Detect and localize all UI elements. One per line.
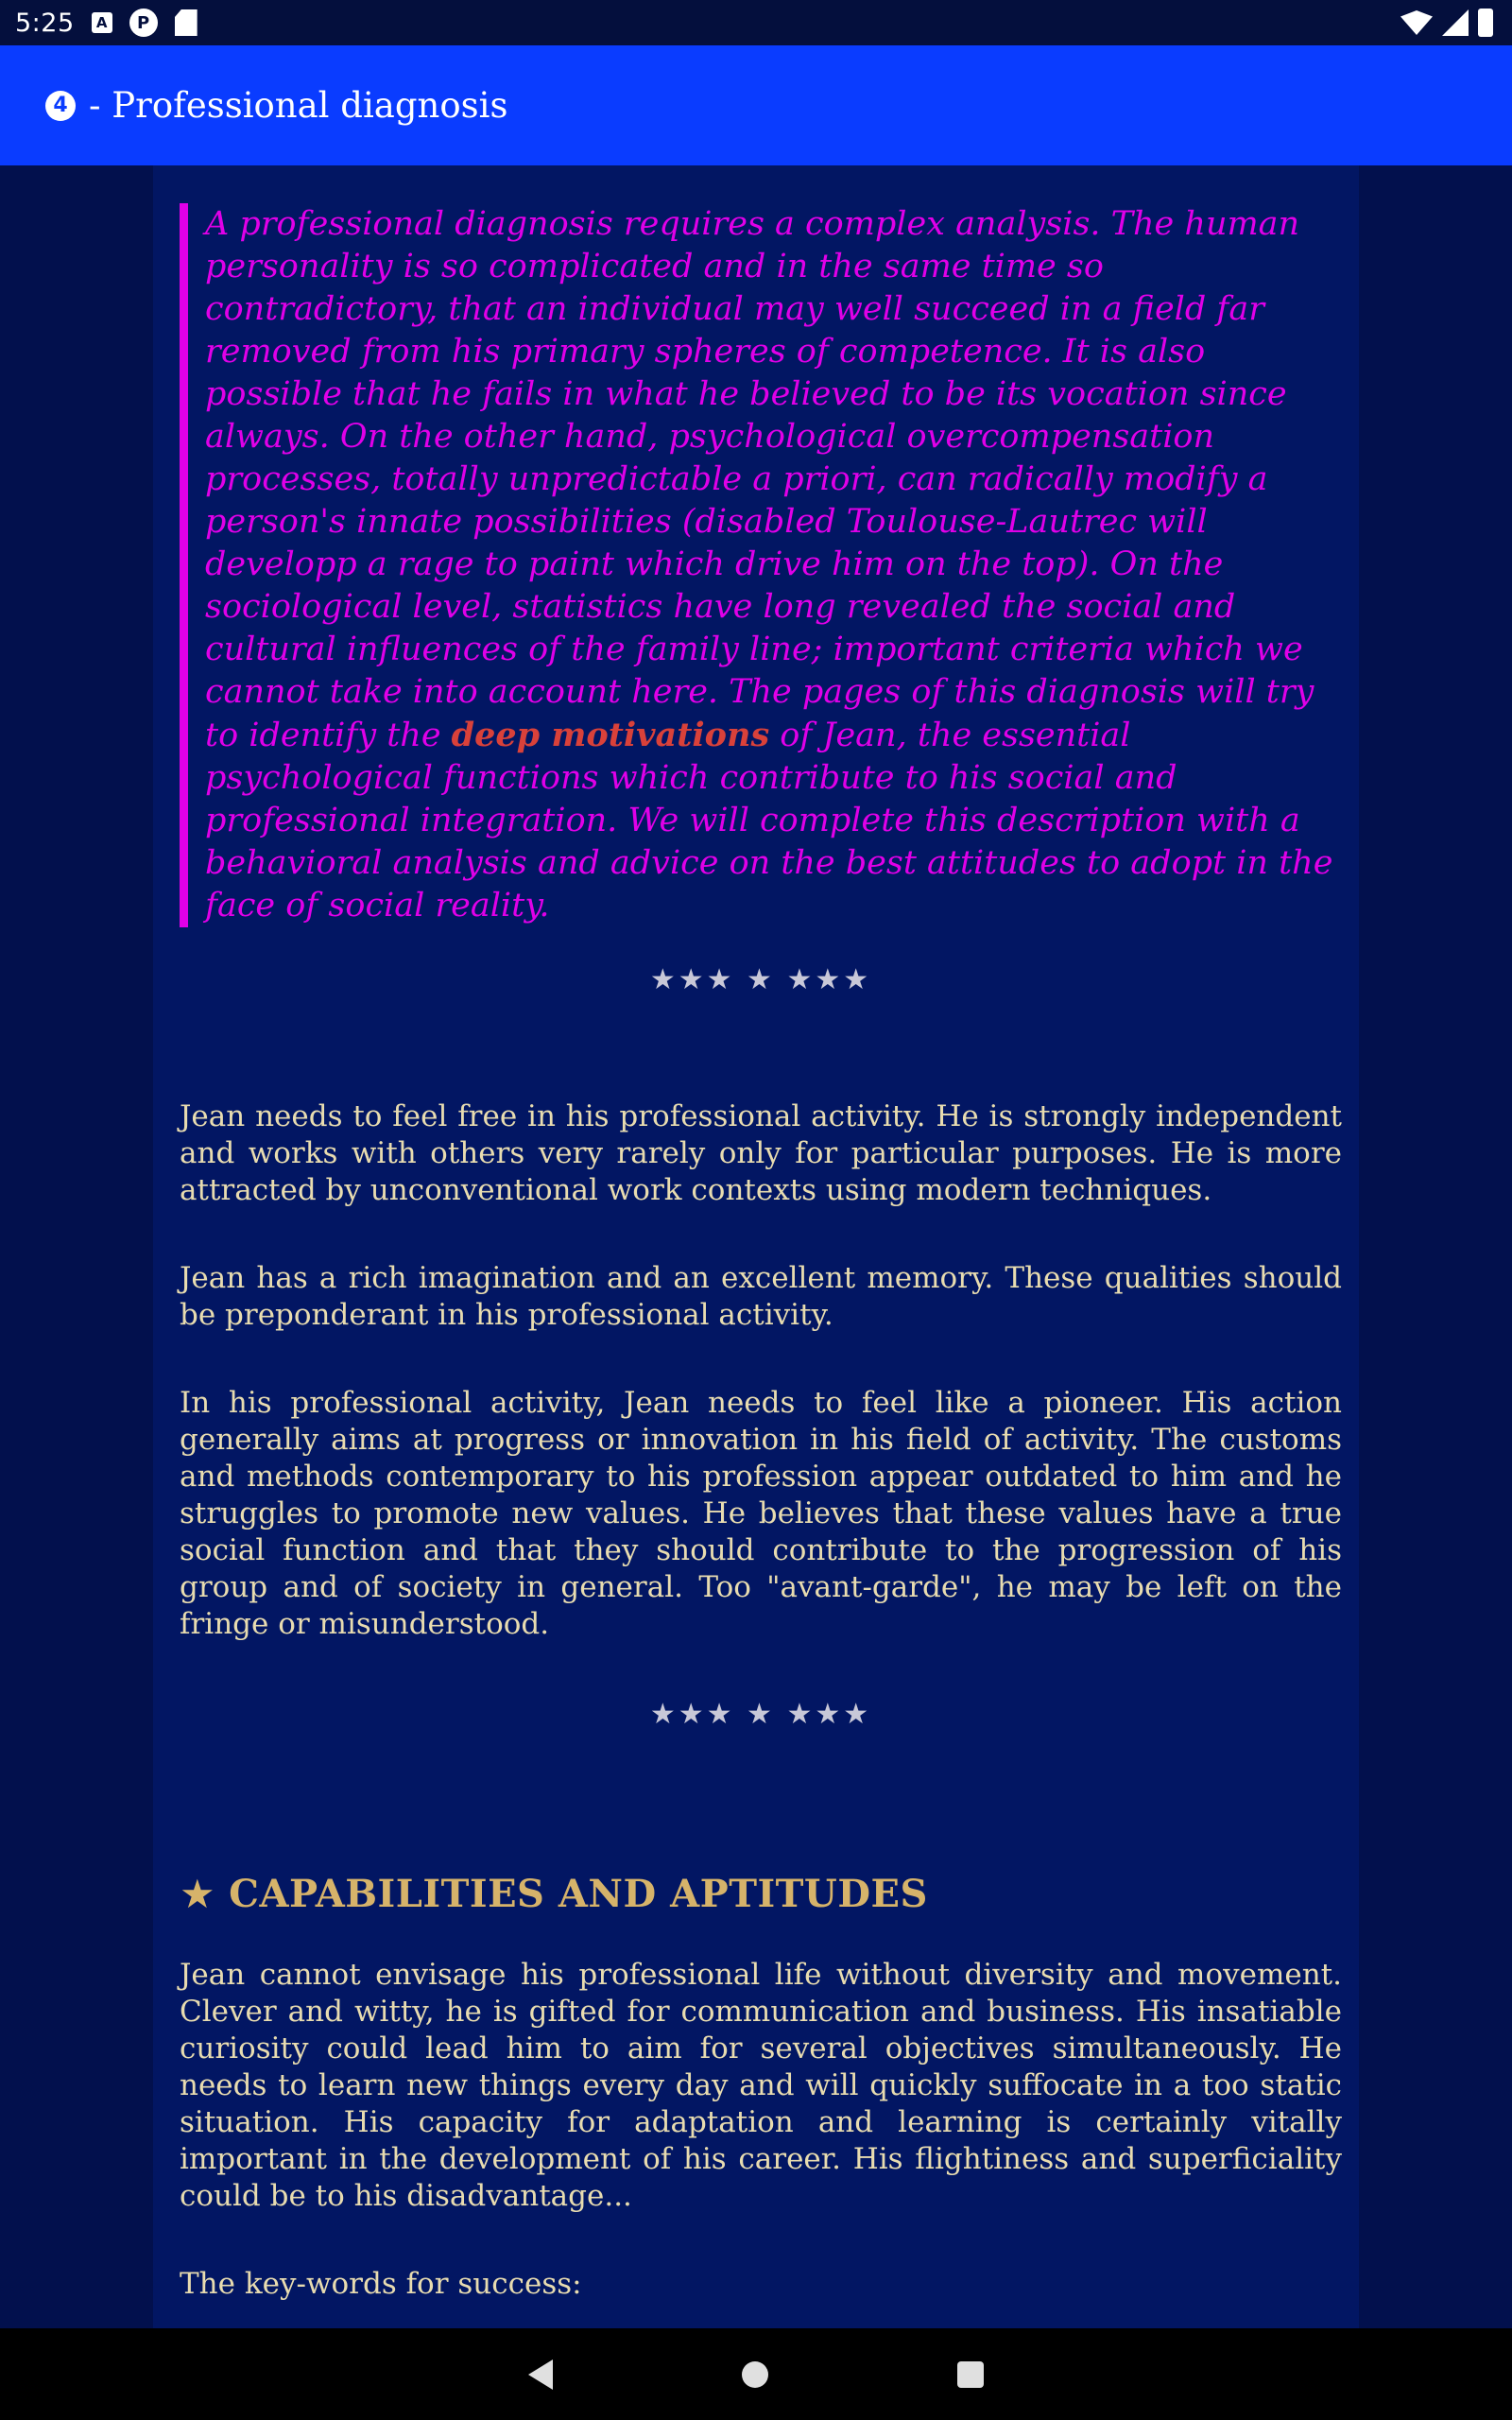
status-bar — [0, 0, 1512, 45]
sd-card-icon — [175, 9, 198, 36]
star-separator: ★★★ ★ ★★★ — [649, 1698, 872, 1731]
content-scroll-area[interactable] — [153, 165, 1359, 2328]
back-icon[interactable] — [528, 2360, 553, 2390]
app-bar — [0, 45, 1512, 165]
recents-icon[interactable] — [957, 2361, 984, 2388]
page-title: - Professional diagnosis — [89, 85, 508, 126]
paragraph: The key-words for success: — [180, 2267, 582, 2301]
navigation-bar — [0, 2328, 1512, 2420]
paragraph: Jean has a rich imagination and an excellent memory. These qualities should be preponderant in his professional activity. — [180, 1261, 1342, 1332]
signal-icon — [1442, 9, 1469, 36]
a-icon: A — [92, 12, 112, 33]
status-right — [1400, 9, 1493, 37]
intro-quote-text: A professional diagnosis requires a complex analysis. The human personality is so complicated and in the same time so contradictory, that an individual may well succeed in a field far removed from his primary spheres of competence. It is also possible that he fails in what he believed to be its vocation since always. On the other hand, psychological overcompensation processes, totally unpredictable a priori, can radically modify a person's innate possibilities (disabled Toulouse-Lautrec will developp a rage to paint which drive him on the top). On the sociological level, statistics have long revealed the social and cultural influences of the family line; important criteria which we cannot take into account here. The pages of this diagnosis will try to identify the — [205, 205, 1314, 754]
intro-quote-emphasis: deep motivations — [451, 716, 770, 754]
paragraph: Jean cannot envisage his professional life without diversity and movement. Clever and witty, he is gifted for communication and business. His insatiable curiosity could lead him to aim for several objectives simultaneously. He needs to learn new things every day and will quickly suffocate in a too static situation. His capacity for adaptation and learning is certainly vitally important in the development of his career. His flightiness and superficiality could be to his disadvantage... — [180, 1958, 1342, 2213]
status-time: 5:25 — [15, 8, 75, 38]
section-heading-text: CAPABILITIES AND APTITUDES — [229, 1872, 928, 1916]
content-inner — [180, 203, 1342, 2303]
section-heading — [180, 1871, 1342, 1917]
battery-icon — [1478, 9, 1493, 37]
p-circle-icon: P — [129, 9, 158, 37]
star-icon: ★ — [180, 1871, 216, 1917]
home-icon[interactable] — [742, 2361, 768, 2388]
intro-quote-text-end: of Jean, the essential psychological functions which contribute to his social and professional integration. We will complete this description with a behavioral analysis and advice on the best attitudes to adopt in the face of social reality. — [205, 717, 1333, 925]
paragraph: Jean needs to feel free in his professional activity. He is strongly independent and works with others very rarely only for particular purposes. He is more attracted by unconventional work contexts using modern techniques. — [180, 1099, 1342, 1207]
paragraph: In his professional activity, Jean needs to feel like a pioneer. His action generally aims at progress or innovation in his field of activity. The customs and methods contemporary to his profession appear outdated to him and he struggles to promote new values. He believes that these values have a true social function and that they should contribute to the progression of his group and of society in general. Too "avant-garde", he may be left on the fringe or misunderstood. — [180, 1386, 1342, 1641]
status-left — [15, 9, 198, 38]
intro-quote — [180, 203, 1342, 927]
wifi-icon — [1400, 10, 1433, 35]
chapter-number-badge: 4 — [45, 91, 76, 121]
star-separator: ★★★ ★ ★★★ — [649, 963, 872, 996]
